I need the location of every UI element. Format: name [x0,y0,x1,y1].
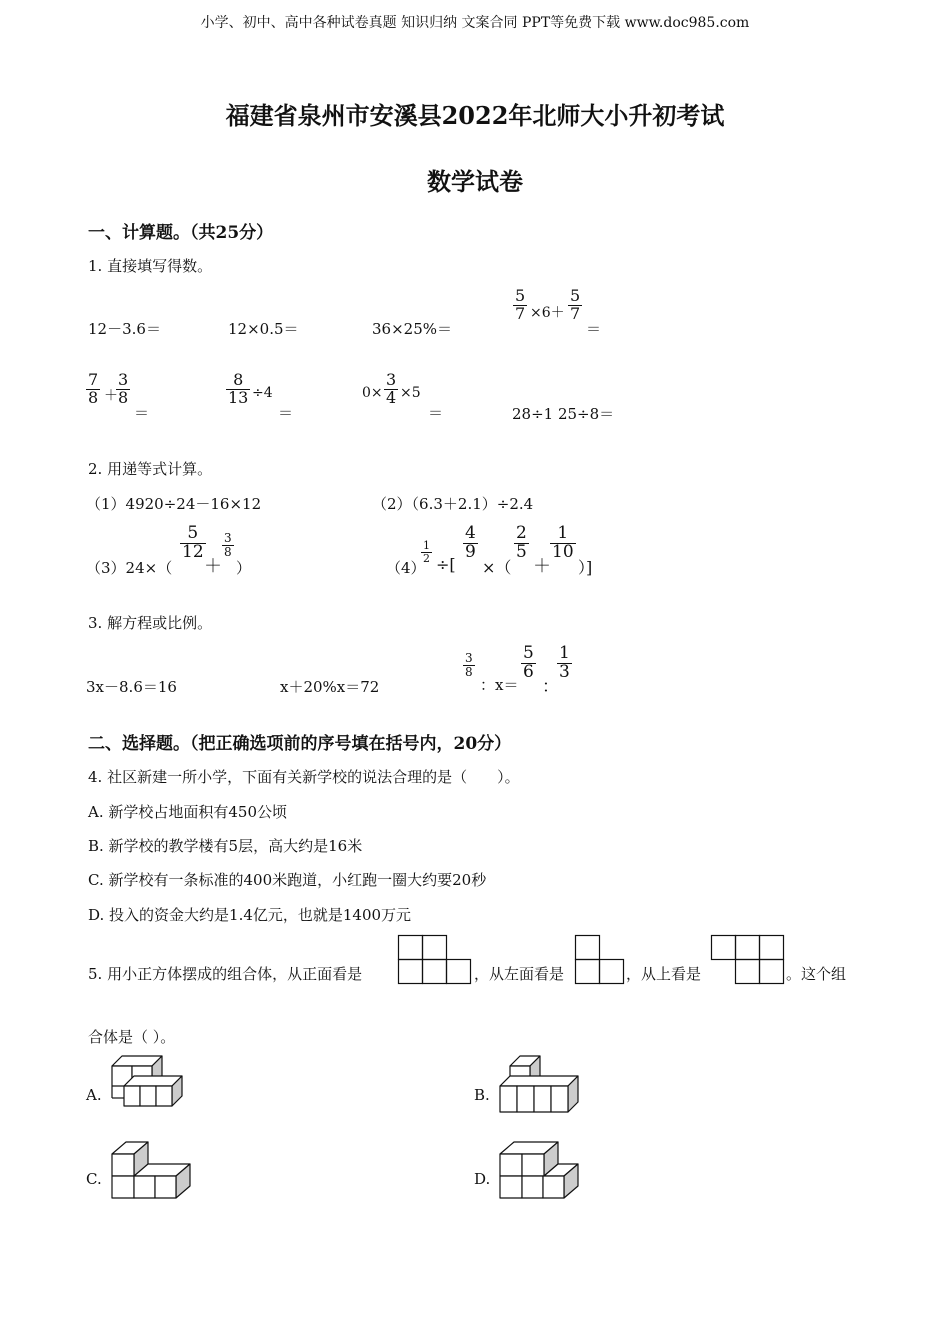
q5-stem-part3: ，从上看是 [626,965,702,983]
q2-op-plus-2: ＋ [533,556,551,577]
q4-option-c: C. 新学校有一条标准的400米跑道，小红跑一圈大约要20秒 [88,871,487,889]
q1-op-times6: ×6＋ [530,305,565,321]
q3-op-colon: ： [542,677,559,697]
q1-op-0times: 0× [362,385,383,401]
q2-op-plus: ＋ [204,556,222,577]
section1-heading: 一、计算题。（共25分） [88,223,274,243]
q5-option-d-figure [500,1140,580,1200]
q1-eq-4: ＝ [428,404,444,422]
q1-frac-7-8: $\frac{7}{8}$ [88,370,99,407]
page-title: 福建省泉州市安溪县2022年北师大小升初考试 [225,101,725,130]
q5-option-b-figure [500,1056,580,1116]
q2-part4-suffix: ）] [578,558,593,577]
q5-option-a-label: A. [86,1086,102,1104]
q5-option-c-label: C. [86,1170,102,1188]
q5-option-d-label: D. [474,1170,491,1188]
q1-eq: ＝ [586,320,602,338]
front-view-figure [398,935,472,985]
q4-option-a: A. 新学校占地面积有450公顷 [88,803,288,821]
q5-stem-part1: 5. 用小正方体摆成的组合体，从正面看是 [88,965,363,983]
q1-op-div4: ÷4 [252,385,273,401]
q5-stem-part4: 。这个组 [786,965,847,983]
q2-part3-suffix: ） [236,559,252,577]
q5-option-c-figure [112,1140,192,1200]
q5-stem-part2: ，从左面看是 [474,965,565,983]
q5-stem-line2: 合体是（ ）。 [88,1028,176,1046]
q4-stem: 4. 社区新建一所小学，下面有关新学校的说法合理的是（ ）。 [88,768,520,786]
q3-frac-5-6: $\frac{5}{6}$ [523,643,534,682]
q1-label: 1. 直接填写得数。 [88,257,213,275]
q2-frac-2-5: $\frac{2}{5}$ [516,523,527,562]
page-header: 小学、初中、高中各种试卷真题 知识归纳 文案合同 PPT等免费下载 www.doc985.com [200,15,750,31]
q2-frac-1-10: $\frac{1}{10}$ [552,523,574,562]
q1-frac-3-8: $\frac{3}{8}$ [118,370,129,407]
q3-frac-1-3: $\frac{1}{3}$ [559,643,570,682]
q1-expr-3: 36×25%＝ [372,320,452,338]
page-subtitle: 数学试卷 [427,167,523,196]
q2-frac-3-8: $\frac{3}{8}$ [224,531,232,559]
q3-eq1: 3x－8.6＝16 [86,678,177,696]
q1-frac-3-4: $\frac{3}{4}$ [386,370,397,407]
q2-frac-5-12: $\frac{5}{12}$ [182,523,204,562]
q2-op-div: ÷[ [436,555,456,574]
q1-eq-2: ＝ [134,404,150,422]
section2-heading: 二、选择题。（把正确选项前的序号填在括号内，20分） [88,734,512,754]
q2-part2: （2）（6.3＋2.1）÷2.4 [372,495,534,513]
q2-part3-prefix: （3）24×（ [86,559,173,577]
q4-option-d: D. 投入的资金大约是1.4亿元，也就是1400万元 [88,906,412,924]
top-view-figure [711,935,785,985]
q1-op-times5: ×5 [400,385,421,401]
q3-op-colon-x: ：x＝ [480,676,519,694]
q1-expr-2: 12×0.5＝ [228,320,299,338]
q3-frac-3-8: $\frac{3}{8}$ [465,651,473,679]
q2-label: 2. 用递等式计算。 [88,460,213,478]
q1-op-plus: ＋ [104,388,118,404]
q1-frac-5-7-a: $\frac{5}{7}$ [515,286,526,323]
q2-op-times: ×（ [482,558,512,577]
q1-expr-8: 28÷1 25÷8＝ [512,405,615,423]
q4-option-b: B. 新学校的教学楼有5层，高大约是16米 [88,837,363,855]
q1-expr-1: 12－3.6＝ [88,320,161,338]
q3-eq2: x＋20%x＝72 [280,678,380,696]
q1-frac-5-7-b: $\frac{5}{7}$ [570,286,581,323]
q1-frac-8-13: $\frac{8}{13}$ [228,370,249,407]
q5-option-a-figure [112,1056,184,1116]
q1-eq-3: ＝ [278,404,294,422]
q2-part4-prefix: （4） [386,559,426,577]
left-view-figure [575,935,625,985]
q2-part1: （1）4920÷24－16×12 [86,495,262,513]
q3-label: 3. 解方程或比例。 [88,614,213,632]
q2-frac-4-9: $\frac{4}{9}$ [465,523,476,562]
q5-option-b-label: B. [474,1086,490,1104]
q2-frac-1-2: $\frac{1}{2}$ [423,539,430,565]
